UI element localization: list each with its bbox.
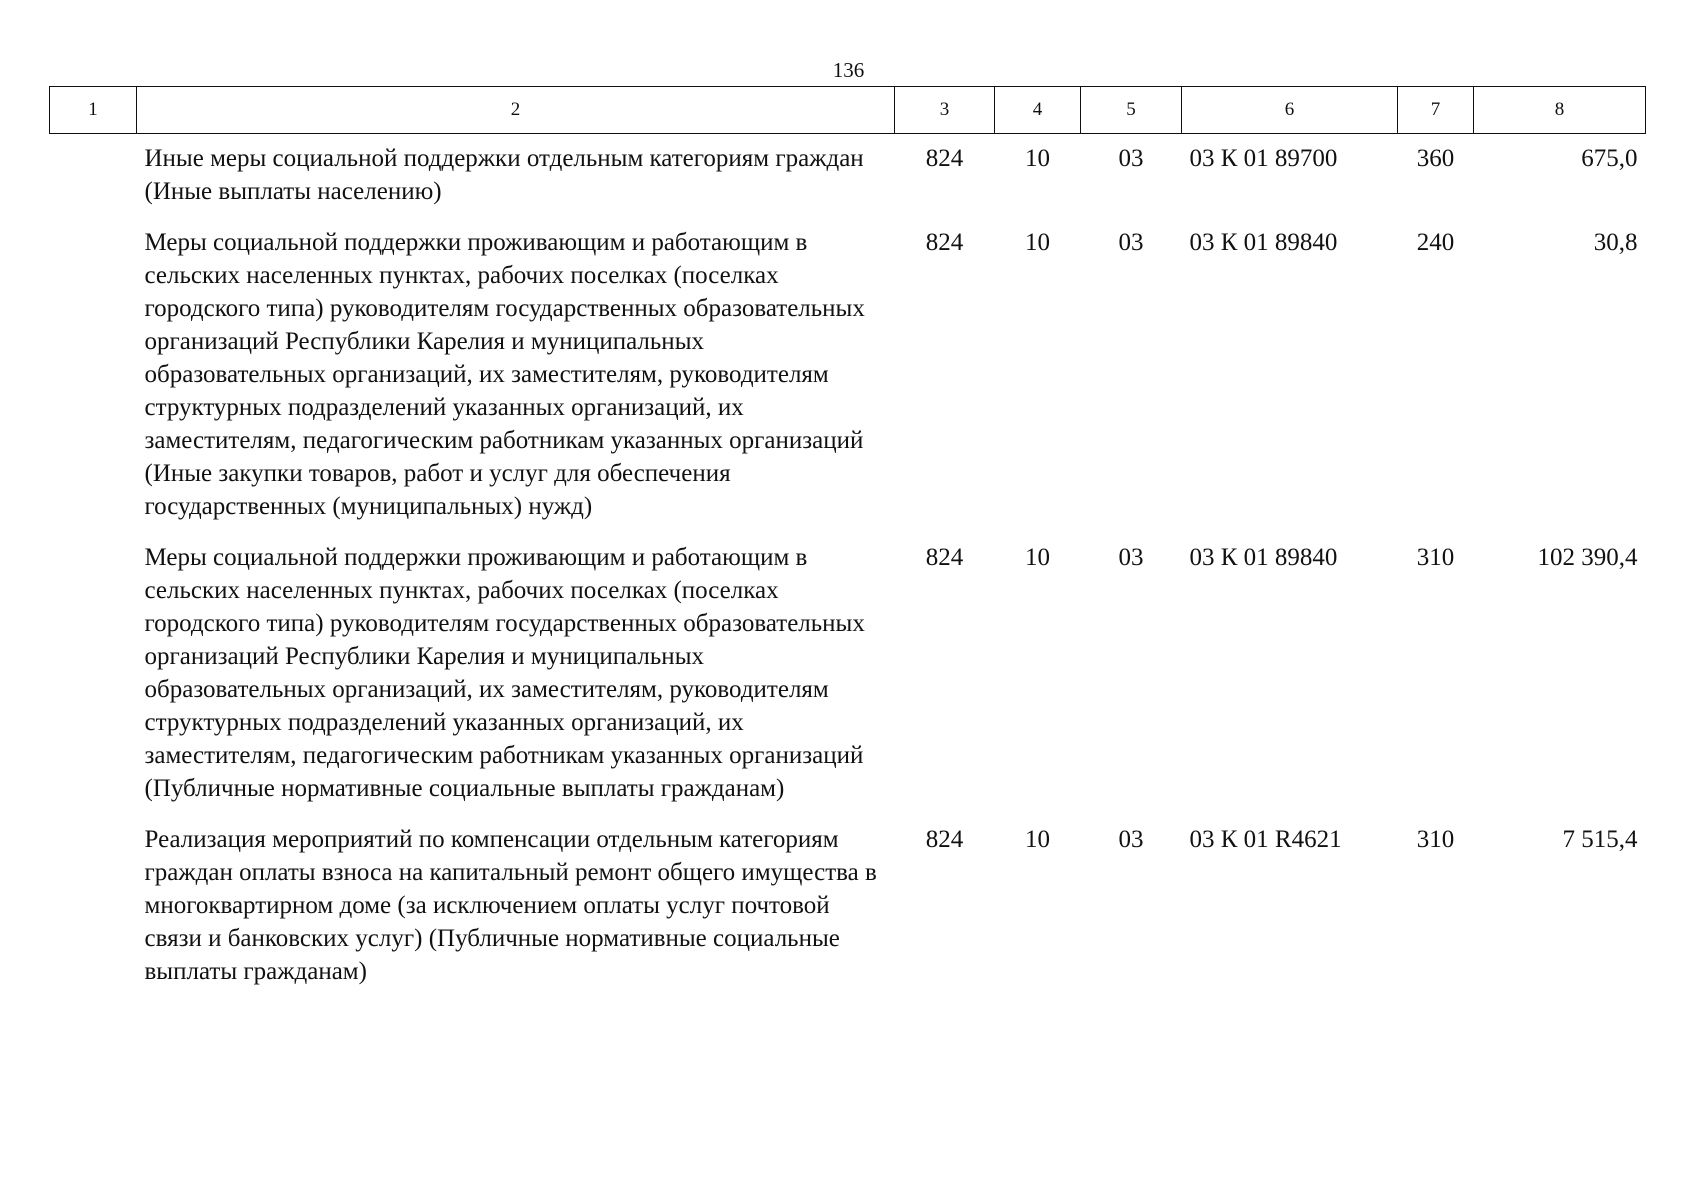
header-col-3: 3 — [895, 87, 995, 134]
header-col-6: 6 — [1182, 87, 1398, 134]
ministry-code-cell: 824 — [925, 145, 964, 172]
amount-cell: 30,8 — [1593, 229, 1638, 256]
row-number-cell — [50, 226, 137, 541]
amount-cell: 675,0 — [1581, 145, 1638, 172]
ministry-code-cell: 824 — [925, 826, 964, 853]
expense-type-cell: 240 — [1416, 229, 1455, 256]
description-cell: Меры социальной поддержки проживающим и работающим в сельских населенных пунктах, рабочих поселках (поселках городского типа) руководителям государственных образовательных организаций Республики Карелия и муниципальных образовательных организаций, их заместителям, руководителям структурных подразделений указанных организаций, их заместителям, педагогическим работникам указанных организаций (Публичные нормативные социальные выплаты гражданам) — [144, 544, 865, 802]
description-cell: Меры социальной поддержки проживающим и работающим в сельских населенных пунктах, рабочих поселках (поселках городского типа) руководителям государственных образовательных организаций Республики Карелия и муниципальных образовательных организаций, их заместителям, руководителям структурных подразделений указанных организаций, их заместителям, педагогическим работникам указанных организаций (Иные закупки товаров, работ и услуг для обеспечения государственных (муниципальных) нужд) — [144, 229, 865, 520]
table-row — [50, 226, 1646, 541]
row-number-cell — [50, 541, 137, 823]
row-number-cell — [50, 823, 137, 1006]
section-cell: 10 — [1025, 229, 1050, 256]
table-row — [50, 541, 1646, 823]
header-col-4: 4 — [995, 87, 1081, 134]
section-cell: 10 — [1025, 826, 1050, 853]
header-row — [50, 87, 1646, 134]
target-article-cell: 03 К 01 R4621 — [1189, 826, 1342, 853]
target-article-cell: 03 К 01 89700 — [1189, 145, 1338, 172]
expense-type-cell: 310 — [1416, 544, 1455, 571]
description-cell: Реализация мероприятий по компенсации отдельным категориям граждан оплаты взноса на капитальный ремонт общего имущества в многоквартирном доме (за исключением оплаты услуг почтовой связи и банковских услуг) (Публичные нормативные социальные выплаты гражданам) — [144, 826, 877, 985]
target-article-cell: 03 К 01 89840 — [1189, 544, 1338, 571]
description-cell: Иные меры социальной поддержки отдельным категориям граждан (Иные выплаты населению) — [144, 145, 864, 205]
header-col-5: 5 — [1081, 87, 1182, 134]
row-number-cell — [50, 134, 137, 227]
subsection-cell: 03 — [1118, 544, 1144, 571]
expense-type-cell: 310 — [1416, 826, 1455, 853]
table-row — [50, 823, 1646, 1006]
ministry-code-cell: 824 — [925, 229, 964, 256]
header-col-2: 2 — [137, 87, 895, 134]
page-number: 136 — [832, 58, 865, 82]
expense-type-cell: 360 — [1416, 145, 1455, 172]
target-article-cell: 03 К 01 89840 — [1189, 229, 1338, 256]
section-cell: 10 — [1025, 544, 1050, 571]
amount-cell: 7 515,4 — [1562, 826, 1638, 853]
table-row — [50, 134, 1646, 227]
budget-table — [49, 86, 1646, 1006]
header-col-1: 1 — [50, 87, 137, 134]
subsection-cell: 03 — [1118, 826, 1144, 853]
subsection-cell: 03 — [1118, 145, 1144, 172]
table-header — [50, 87, 1646, 134]
ministry-code-cell: 824 — [925, 544, 964, 571]
header-col-8: 8 — [1474, 87, 1646, 134]
table-body — [50, 134, 1646, 1007]
subsection-cell: 03 — [1118, 229, 1144, 256]
header-col-7: 7 — [1398, 87, 1474, 134]
amount-cell: 102 390,4 — [1537, 544, 1638, 571]
section-cell: 10 — [1025, 145, 1050, 172]
